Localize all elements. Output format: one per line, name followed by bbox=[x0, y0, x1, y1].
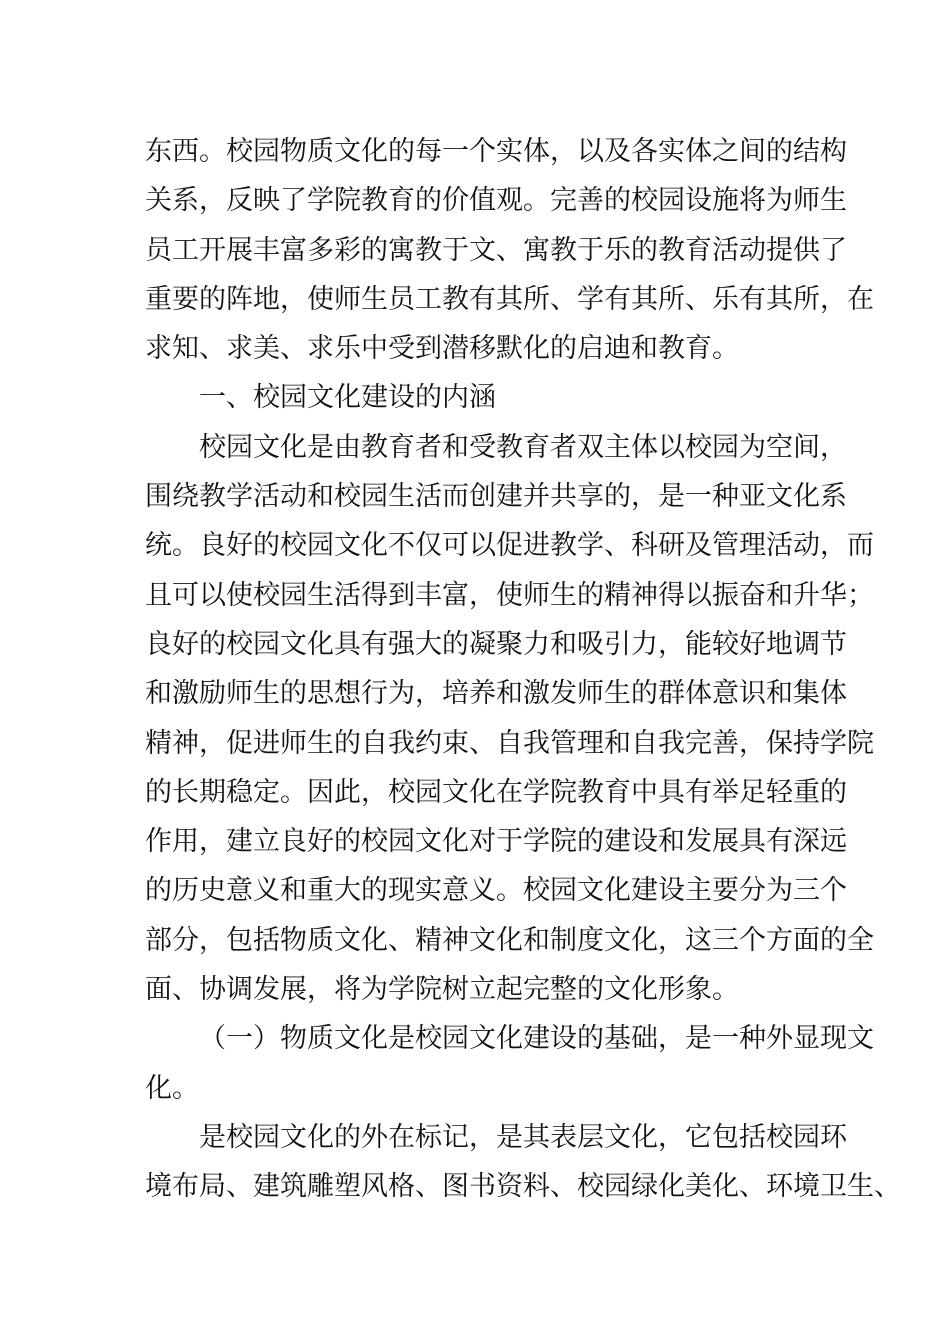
text-line: 化。 bbox=[145, 1072, 199, 1104]
text-line: 重要的阵地，使师生员工教有其所、学有其所、乐有其所，在 bbox=[145, 283, 874, 315]
text-line: 是校园文化的外在标记，是其表层文化，它包括校园环 bbox=[199, 1121, 847, 1153]
text-line: 校园文化是由教育者和受教育者双主体以校园为空间， bbox=[199, 431, 847, 463]
text-line: 作用，建立良好的校园文化对于学院的建设和发展具有深远 bbox=[145, 826, 847, 858]
text-line: 精神，促进师生的自我约束、自我管理和自我完善，保持学院 bbox=[145, 727, 874, 759]
document-body bbox=[145, 127, 901, 1212]
text-line: 一、校园文化建设的内涵 bbox=[199, 382, 496, 414]
text-line: 员工开展丰富多彩的寓教于文、寓教于乐的教育活动提供了 bbox=[145, 234, 847, 266]
text-line: 关系，反映了学院教育的价值观。完善的校园设施将为师生 bbox=[145, 185, 847, 217]
text-line: 部分，包括物质文化、精神文化和制度文化，这三个方面的全 bbox=[145, 924, 874, 956]
text-line: 围绕教学活动和校园生活而创建并共享的，是一种亚文化系 bbox=[145, 481, 847, 513]
text-line: （一）物质文化是校园文化建设的基础，是一种外显现文 bbox=[199, 1023, 874, 1055]
text-line: 求知、求美、求乐中受到潜移默化的启迪和教育。 bbox=[145, 333, 739, 365]
text-line: 统。良好的校园文化不仅可以促进教学、科研及管理活动，而 bbox=[145, 530, 874, 562]
text-line: 良好的校园文化具有强大的凝聚力和吸引力，能较好地调节 bbox=[145, 628, 847, 660]
text-line: 和激励师生的思想行为，培养和激发师生的群体意识和集体 bbox=[145, 678, 847, 710]
text-line: 的历史意义和重大的现实意义。校园文化建设主要分为三个 bbox=[145, 875, 847, 907]
text-line: 且可以使校园生活得到丰富，使师生的精神得以振奋和升华； bbox=[145, 579, 874, 611]
text-line: 的长期稳定。因此，校园文化在学院教育中具有举足轻重的 bbox=[145, 776, 847, 808]
text-line: 面、协调发展，将为学院树立起完整的文化形象。 bbox=[145, 974, 739, 1006]
text-line: 境布局、建筑雕塑风格、图书资料、校园绿化美化、环境卫生、 bbox=[145, 1171, 901, 1203]
text-line: 东西。校园物质文化的每一个实体，以及各实体之间的结构 bbox=[145, 136, 847, 167]
